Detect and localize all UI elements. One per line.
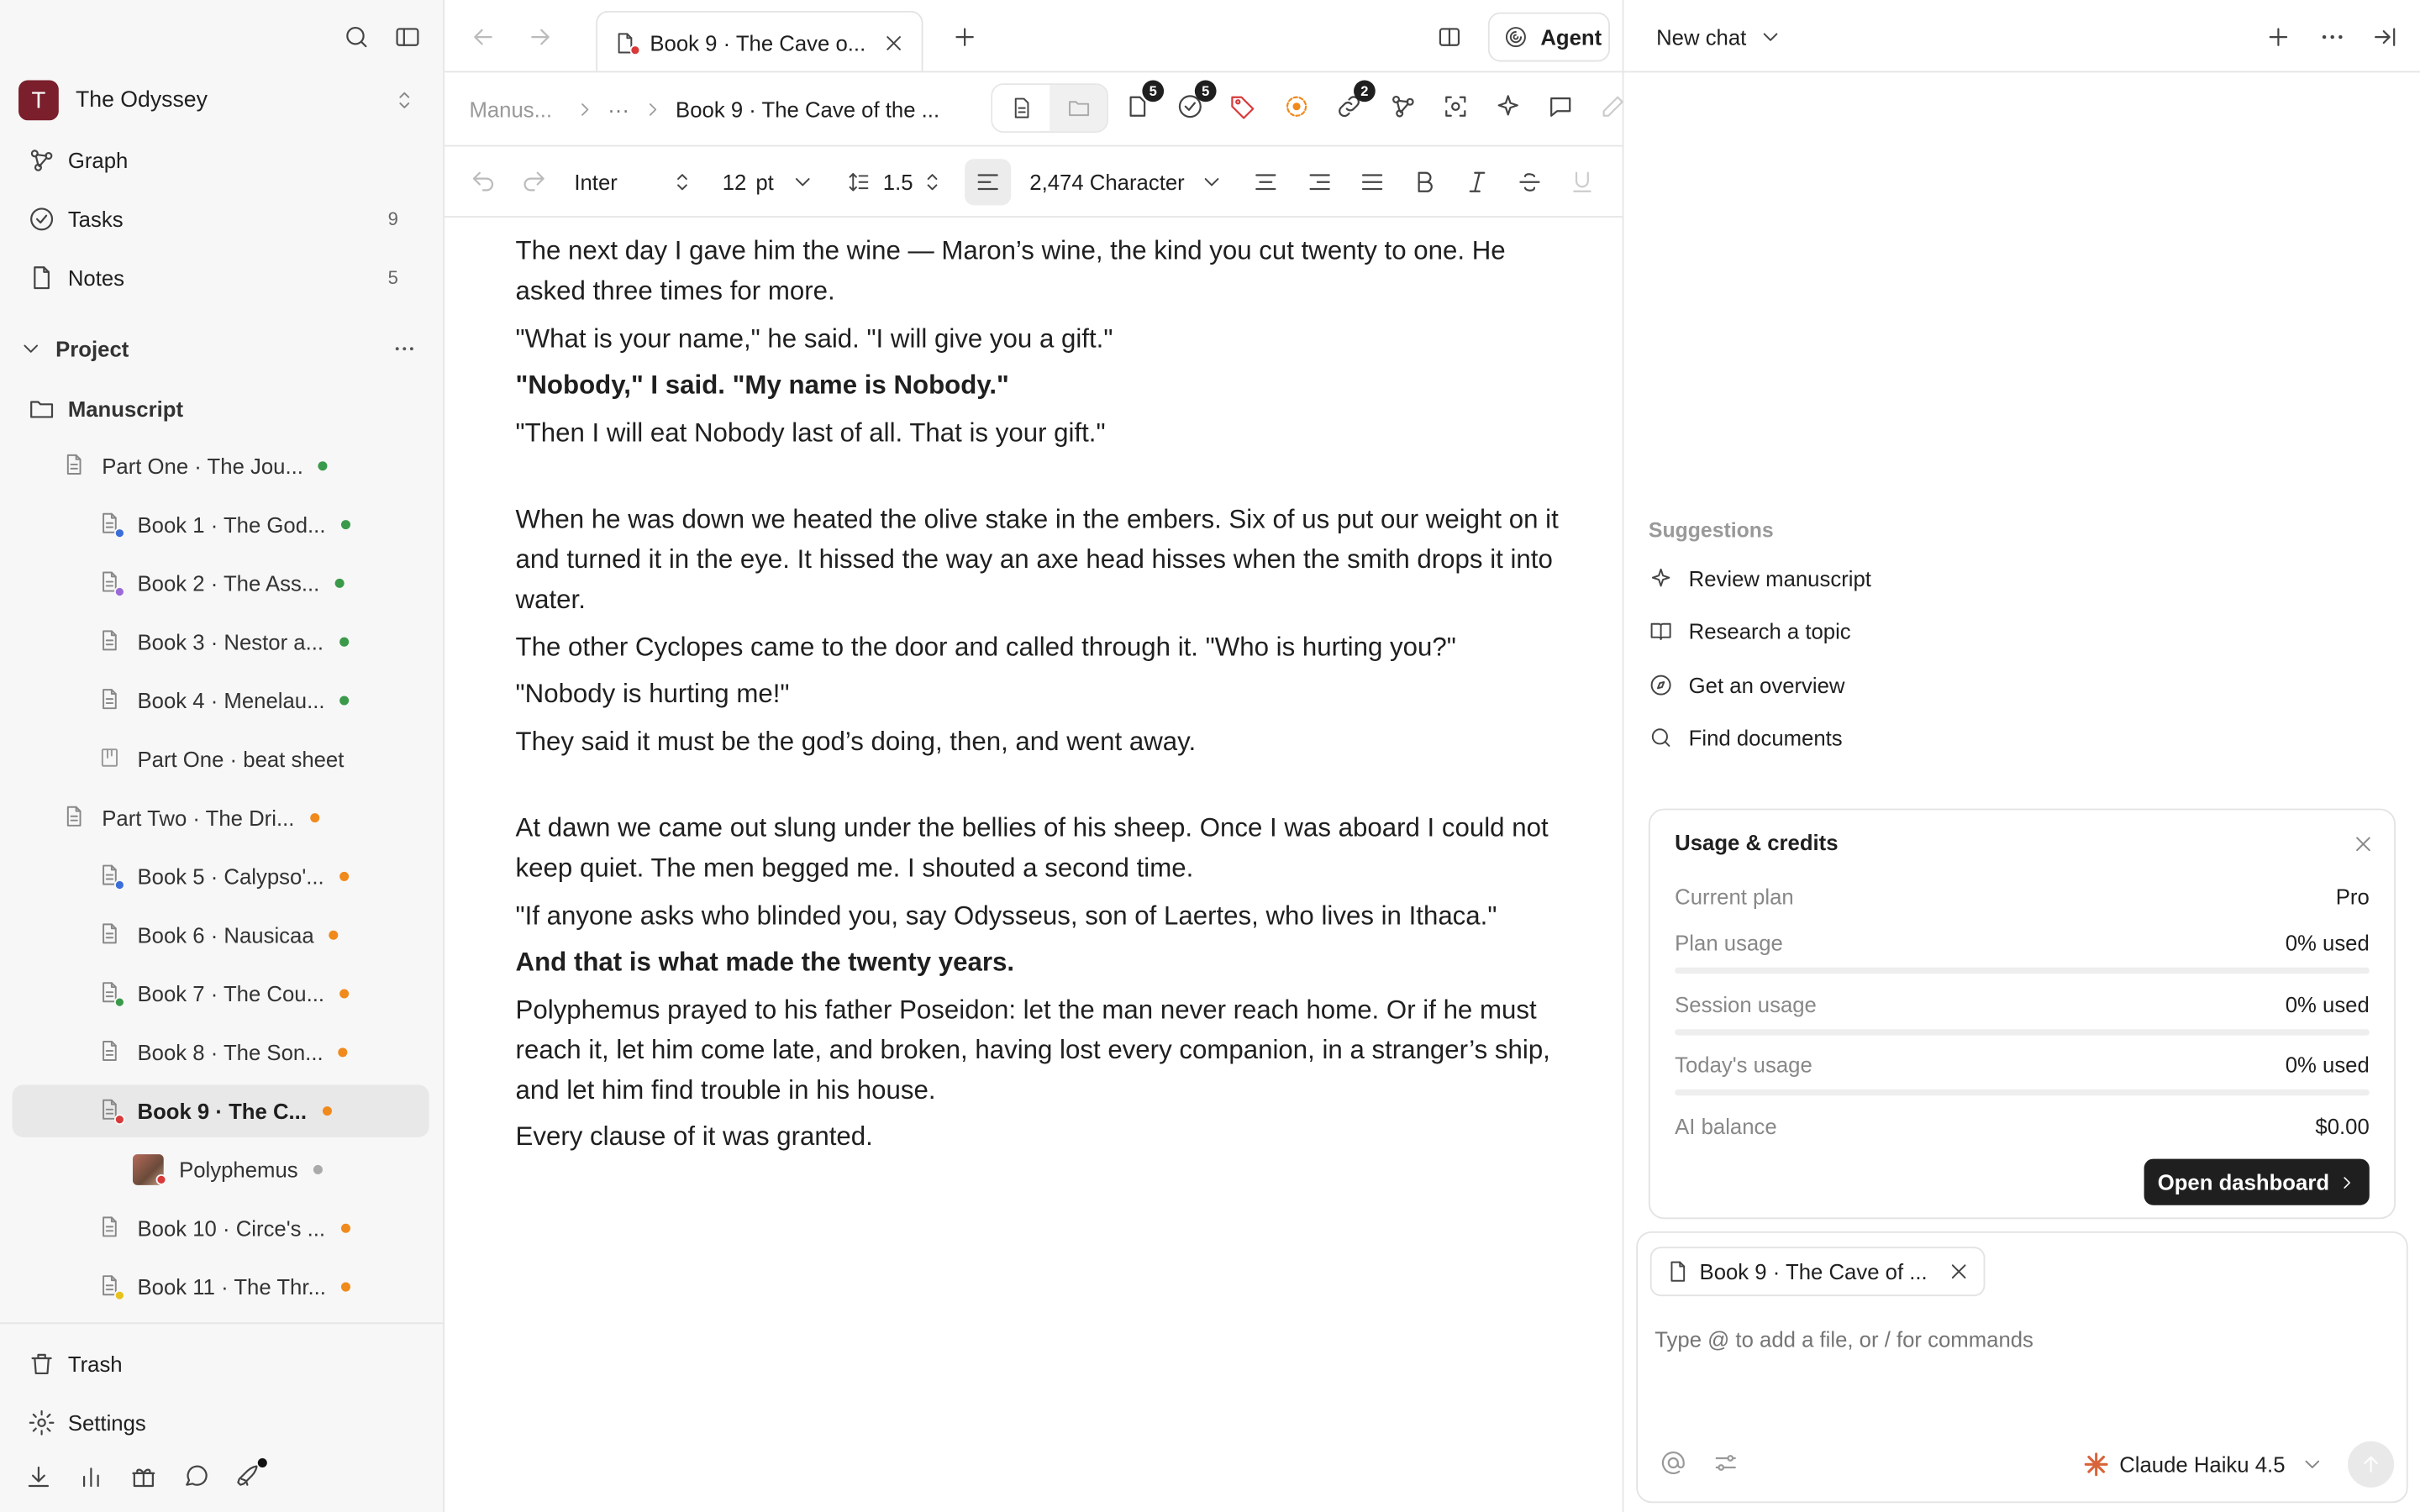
- trash-icon: [28, 1350, 55, 1378]
- align-center-icon[interactable]: [1252, 168, 1280, 196]
- bar-chart-icon[interactable]: [77, 1462, 105, 1490]
- suggestions-label: Suggestions: [1648, 518, 1774, 542]
- line-height-value: 1.5: [882, 170, 913, 195]
- tasks-count: 9: [387, 207, 398, 230]
- sidebar: [0, 0, 445, 1512]
- chevron-right-icon: [574, 99, 596, 121]
- chat-bubble-icon[interactable]: [182, 1462, 210, 1490]
- character-count: 2,474 Character: [1029, 170, 1185, 195]
- compass-icon: [1649, 673, 1673, 697]
- font-size-unit: pt: [755, 170, 774, 195]
- agent-icon: [1503, 24, 1528, 49]
- session-usage-value: 0% used: [2285, 992, 2370, 1017]
- plan-usage-bar: [1675, 968, 2370, 974]
- rocket-button[interactable]: [234, 1462, 262, 1490]
- tag-icon: [1228, 92, 1256, 120]
- chat-title-select[interactable]: [1656, 20, 1783, 54]
- tab-title: Book 9 · The Cave o...: [650, 29, 866, 55]
- today-usage-bar: [1675, 1089, 2370, 1095]
- graph-button[interactable]: [1389, 92, 1417, 120]
- current-plan-row: [1675, 885, 2370, 909]
- status-dot: [114, 528, 125, 538]
- status-dot: [114, 997, 125, 1008]
- tree-item[interactable]: [13, 675, 429, 727]
- more-icon[interactable]: [2318, 24, 2346, 51]
- status-dot: [340, 1224, 350, 1233]
- focus-icon: [1442, 92, 1470, 120]
- tree-item-label: Book 11 · The Thr...: [137, 1274, 326, 1299]
- gift-icon[interactable]: [129, 1462, 157, 1490]
- align-justify-icon[interactable]: [1359, 168, 1386, 196]
- tasks-badge: 5: [1195, 81, 1217, 102]
- tree-item-label: Book 3 · Nestor a...: [137, 629, 324, 654]
- gear-icon: [28, 1409, 55, 1436]
- tree-item-label: Book 8 · The Son...: [137, 1040, 324, 1065]
- sliders-icon[interactable]: [1712, 1449, 1739, 1477]
- font-size-value: 12: [722, 170, 747, 195]
- chevron-updown-icon: [670, 170, 694, 194]
- document-icon: [1008, 96, 1033, 120]
- chat-composer: [1636, 1231, 2408, 1503]
- view-toggle: [991, 83, 1108, 133]
- paragraph[interactable]: "If anyone asks who blinded you, say Odysseus, son of Laertes, who lives in Ithaca.": [515, 900, 1497, 930]
- session-usage-bar: [1675, 1029, 2370, 1035]
- folder-icon: [28, 395, 55, 423]
- sparkle-icon: [1494, 92, 1522, 120]
- tree-item-label: Book 4 · Menelau...: [137, 688, 325, 713]
- tree-item-label: Book 1 · The God...: [137, 512, 326, 538]
- sparkle-icon: [1649, 566, 1673, 591]
- breadcrumb-root[interactable]: Manus...: [469, 97, 553, 123]
- suggestion-get-an-overview[interactable]: [1649, 669, 1845, 701]
- tree-item-label: Part One · beat sheet: [137, 747, 345, 772]
- attachment-chip[interactable]: [1650, 1247, 1986, 1296]
- toolbar-divider: [445, 145, 1623, 147]
- status-dot: [339, 638, 348, 647]
- today-usage-value: 0% used: [2285, 1052, 2370, 1078]
- breadcrumb-current[interactable]: Book 9 · The Cave of the ...: [676, 97, 940, 123]
- balance-row: [1675, 1114, 2370, 1138]
- tasks-button[interactable]: [1176, 83, 1210, 120]
- tree-item[interactable]: [13, 440, 429, 492]
- document-icon: [97, 1215, 122, 1242]
- workspace-avatar: T: [18, 81, 59, 121]
- status-dot: [341, 520, 350, 529]
- document-icon: [97, 863, 122, 890]
- document-icon: [97, 1273, 122, 1301]
- tree-item[interactable]: [13, 616, 429, 668]
- bold-icon[interactable]: [1411, 168, 1439, 196]
- tree-item[interactable]: [13, 791, 429, 843]
- chevron-down-icon: [2301, 1452, 2325, 1477]
- font-family-value: Inter: [574, 170, 618, 195]
- tree-item-label: Polyphemus: [179, 1157, 298, 1183]
- tree-item[interactable]: [13, 968, 429, 1020]
- sidebar-toggle-icon[interactable]: [393, 24, 421, 51]
- rocket-icon: [234, 1462, 262, 1490]
- tree-item-label: Book 6 · Nausicaa: [137, 922, 314, 948]
- paragraph-gap: [516, 769, 1565, 809]
- forward-arrow-icon[interactable]: [526, 24, 554, 51]
- document-icon: [61, 804, 86, 832]
- chevron-updown-icon: [392, 88, 417, 113]
- sidebar-item-tasks[interactable]: [28, 202, 432, 236]
- breadcrumb: [469, 92, 939, 126]
- chat-header-divider: [1624, 71, 2420, 73]
- chat-title: New chat: [1656, 24, 1747, 50]
- chevron-down-icon: [791, 170, 815, 194]
- tree-item-label: Book 2 · The Ass...: [137, 570, 320, 596]
- status-dot: [339, 990, 349, 999]
- paragraph[interactable]: Every clause of it was granted.: [515, 1121, 873, 1152]
- tree-item[interactable]: [13, 1143, 429, 1195]
- font-family-select[interactable]: [574, 165, 694, 199]
- document-icon: [61, 452, 86, 480]
- tree-item-label: Book 10 · Circe's ...: [137, 1215, 326, 1241]
- tree-item-label: Part Two · The Dri...: [102, 805, 295, 831]
- book-icon: [1649, 619, 1673, 643]
- align-right-icon[interactable]: [1306, 168, 1334, 196]
- sidebar-item-manuscript[interactable]: [28, 392, 432, 426]
- strikethrough-icon[interactable]: [1516, 168, 1544, 196]
- status-button[interactable]: [1283, 92, 1311, 120]
- graph-icon: [28, 147, 55, 175]
- image-thumbnail-icon: [133, 1154, 164, 1185]
- paragraph[interactable]: "Nobody is hurting me!": [515, 679, 790, 709]
- paragraph[interactable]: "What is your name," he said. "I will give you a gift.": [515, 323, 1113, 353]
- paragraph[interactable]: "Then I will eat Nobody last of all. That is your gift.": [515, 417, 1106, 447]
- open-dashboard-label: Open dashboard: [2157, 1169, 2330, 1194]
- document-icon: [1665, 1259, 1690, 1284]
- usage-label: Plan usage: [1675, 930, 1783, 956]
- download-icon[interactable]: [24, 1462, 52, 1490]
- search-icon: [1649, 725, 1673, 749]
- balance-value: $0.00: [2315, 1114, 2370, 1139]
- document-icon: [97, 921, 122, 949]
- notification-dot: [258, 1458, 267, 1467]
- underline-icon[interactable]: [1568, 168, 1596, 196]
- suggestion-research-a-topic[interactable]: [1649, 616, 1851, 647]
- status-dot: [335, 579, 345, 588]
- tree-item[interactable]: [13, 850, 429, 902]
- document-view-button[interactable]: [992, 85, 1050, 131]
- status-circle-icon: [1283, 92, 1311, 120]
- chat-input[interactable]: [1655, 1322, 2380, 1356]
- files-button[interactable]: [1123, 83, 1157, 120]
- folder-icon: [1065, 96, 1090, 120]
- notes-count: 5: [387, 266, 398, 289]
- workspace-switcher[interactable]: [18, 79, 423, 122]
- tree-item[interactable]: [13, 557, 429, 609]
- files-badge: 5: [1142, 81, 1164, 102]
- align-left-button[interactable]: [965, 159, 1011, 205]
- paragraph-gap: [516, 459, 1565, 500]
- document-icon: [97, 570, 122, 597]
- suggestion-label: Get an overview: [1688, 672, 1845, 698]
- tree-item[interactable]: [13, 498, 429, 550]
- sidebar-item-trash[interactable]: [28, 1347, 432, 1381]
- project-section-header[interactable]: [18, 332, 423, 365]
- folder-view-button[interactable]: [1050, 85, 1107, 131]
- tab-book-9[interactable]: [596, 11, 923, 72]
- current-plan-value: Pro: [2335, 884, 2370, 909]
- workspace-name: The Odyssey: [76, 87, 208, 113]
- document-icon: [97, 628, 122, 656]
- usage-label: Today's usage: [1675, 1052, 1812, 1078]
- paragraph[interactable]: They said it must be the god’s doing, then, and went away.: [515, 726, 1197, 756]
- graph-icon: [1389, 92, 1417, 120]
- tab-doc: [613, 30, 637, 55]
- editor-content[interactable]: [516, 232, 1565, 1164]
- sidebar-divider: [0, 1322, 445, 1324]
- chevron-right-icon: [642, 99, 664, 121]
- suggestion-label: Review manuscript: [1688, 566, 1871, 591]
- line-height-select[interactable]: [846, 165, 945, 199]
- project-label: Project: [55, 336, 129, 361]
- paragraph[interactable]: The other Cyclopes came to the door and called through it. "Who is hurting you?": [515, 632, 1456, 662]
- split-view-icon[interactable]: [1435, 24, 1463, 51]
- status-dot: [339, 872, 349, 881]
- suggestion-review-manuscript[interactable]: [1649, 564, 1871, 595]
- tree-item[interactable]: [13, 1261, 429, 1313]
- session-usage-row: [1675, 992, 2370, 1016]
- paragraph[interactable]: At dawn we came out slung under the bellies of his sheep. Once I was aboard I could not keep quiet. The men begged me. I shouted a second time.: [515, 813, 1549, 883]
- tabbar-divider: [445, 71, 1623, 73]
- new-tab-icon[interactable]: [951, 24, 979, 51]
- undo-icon[interactable]: [469, 168, 497, 196]
- chevron-down-icon: [18, 336, 43, 360]
- tag-button[interactable]: [1228, 92, 1256, 120]
- more-icon[interactable]: [392, 336, 417, 360]
- new-chat-icon[interactable]: [2265, 24, 2292, 51]
- usage-label: Current plan: [1675, 884, 1794, 909]
- paragraph[interactable]: And that is what made the twenty years.: [515, 947, 1015, 977]
- status-dot: [310, 813, 319, 822]
- search-icon[interactable]: [343, 24, 371, 51]
- document-icon: [97, 686, 122, 714]
- chevron-right-icon: [2337, 1172, 2357, 1192]
- tree-item-label: Part One · The Jou...: [102, 454, 303, 479]
- line-height-icon: [846, 170, 871, 194]
- chevron-down-icon: [1199, 170, 1223, 194]
- usage-label: Session usage: [1675, 992, 1817, 1017]
- model-name: Claude Haiku 4.5: [2119, 1452, 2286, 1478]
- breadcrumb-ellipsis[interactable]: ···: [608, 97, 629, 123]
- suggestion-find-documents[interactable]: [1649, 722, 1843, 753]
- manuscript-label: Manuscript: [67, 396, 184, 422]
- document-icon: [97, 511, 122, 538]
- comment-icon: [1547, 92, 1575, 120]
- align-left-icon: [974, 168, 1002, 196]
- italic-icon[interactable]: [1463, 168, 1491, 196]
- status-dot: [114, 879, 125, 890]
- close-icon[interactable]: [2351, 832, 2375, 856]
- agent-button[interactable]: [1488, 13, 1610, 62]
- status-dot: [340, 696, 350, 705]
- attachment-title: Book 9 · The Cave of ...: [1699, 1258, 1928, 1284]
- sidebar-item-notes[interactable]: [28, 260, 432, 294]
- status-dot: [313, 1165, 323, 1174]
- sidebar-item-graph[interactable]: [28, 144, 432, 177]
- tree-item[interactable]: [13, 1084, 429, 1137]
- paragraph[interactable]: "Nobody," I said. "My name is Nobody.": [515, 370, 1009, 400]
- status-dot: [329, 931, 339, 940]
- send-button[interactable]: [2348, 1441, 2394, 1488]
- document-icon: [97, 1097, 122, 1125]
- tree-item-label: Book 7 · The Cou...: [137, 981, 325, 1006]
- close-icon[interactable]: [1946, 1259, 1970, 1284]
- paragraph[interactable]: The next day I gave him the wine — Maron’s wine, the kind you cut twenty to one. He asked three times for more.: [515, 236, 1506, 306]
- sidebar-item-label: Notes: [67, 265, 125, 291]
- suggestion-label: Find documents: [1688, 725, 1843, 750]
- chat-panel: [1624, 0, 2420, 1512]
- paragraph[interactable]: When he was down we heated the olive stake in the embers. Six of us put our weight on it and turned it in the eye. It hissed the way an axe head hisses when the smith drops it into water.: [515, 504, 1559, 615]
- at-mention-icon[interactable]: [1660, 1449, 1687, 1477]
- status-dot: [341, 1283, 350, 1292]
- status-dot: [156, 1174, 167, 1185]
- close-icon[interactable]: [881, 30, 906, 55]
- status-dot: [114, 1290, 125, 1301]
- status-dot: [629, 44, 640, 55]
- word-count-select[interactable]: [1029, 165, 1223, 199]
- chevron-updown-icon: [920, 170, 944, 194]
- status-dot: [339, 1047, 348, 1057]
- overflow-button[interactable]: [1599, 92, 1623, 120]
- beat-sheet-icon: [97, 745, 122, 773]
- font-size-select[interactable]: [723, 165, 815, 199]
- chevron-down-icon: [1759, 24, 1783, 49]
- status-dot: [114, 1114, 125, 1125]
- plan-usage-row: [1675, 931, 2370, 955]
- sidebar-item-label: Trash: [67, 1352, 123, 1377]
- sidebar-item-label: Tasks: [67, 207, 124, 232]
- arrow-up-icon: [2359, 1452, 2383, 1477]
- sidebar-item-settings[interactable]: [28, 1406, 432, 1440]
- redo-icon[interactable]: [520, 168, 548, 196]
- claude-logo-icon: [2082, 1451, 2110, 1478]
- ai-button[interactable]: [1494, 92, 1522, 120]
- tree-item-label: Book 5 · Calypso'...: [137, 864, 324, 890]
- usage-label: AI balance: [1675, 1114, 1777, 1139]
- today-usage-row: [1675, 1053, 2370, 1077]
- links-button[interactable]: [1335, 83, 1369, 120]
- usage-card: [1649, 809, 2396, 1220]
- editor-pane: [445, 0, 1623, 1512]
- status-dot: [322, 1106, 331, 1116]
- focus-button[interactable]: [1442, 92, 1470, 120]
- sidebar-item-label: Settings: [67, 1410, 146, 1436]
- tree-item[interactable]: [13, 909, 429, 961]
- edit-icon: [1599, 92, 1623, 120]
- comments-button[interactable]: [1547, 92, 1575, 120]
- open-dashboard-button[interactable]: [2144, 1159, 2370, 1205]
- collapse-panel-icon[interactable]: [2371, 24, 2399, 51]
- usage-title: Usage & credits: [1675, 830, 1839, 855]
- sidebar-item-label: Graph: [67, 148, 129, 173]
- tree-item[interactable]: [13, 1202, 429, 1254]
- paragraph[interactable]: Polyphemus prayed to his father Poseidon: let the man never reach home. Or if he must reach it, let him come late, and broken, having lost every companion, in a stranger’s ship, and let him find trouble in his house.: [515, 994, 1550, 1105]
- back-arrow-icon[interactable]: [469, 24, 497, 51]
- note-icon: [28, 264, 55, 291]
- document-icon: [97, 1038, 122, 1066]
- status-dot: [114, 586, 125, 597]
- plan-usage-value: 0% used: [2285, 930, 2370, 956]
- links-badge: 2: [1354, 81, 1376, 102]
- check-circle-icon: [28, 205, 55, 233]
- agent-label: Agent: [1540, 24, 1602, 50]
- suggestion-label: Research a topic: [1688, 618, 1851, 644]
- tree-item[interactable]: [13, 733, 429, 785]
- formatbar-divider: [445, 216, 1623, 218]
- tree-item[interactable]: [13, 1026, 429, 1079]
- model-select[interactable]: [2082, 1447, 2325, 1481]
- document-icon: [97, 979, 122, 1007]
- status-dot: [318, 461, 328, 470]
- sidebar-footer-actions: [24, 1462, 262, 1493]
- tree-item-label: Book 9 · The C...: [137, 1098, 307, 1124]
